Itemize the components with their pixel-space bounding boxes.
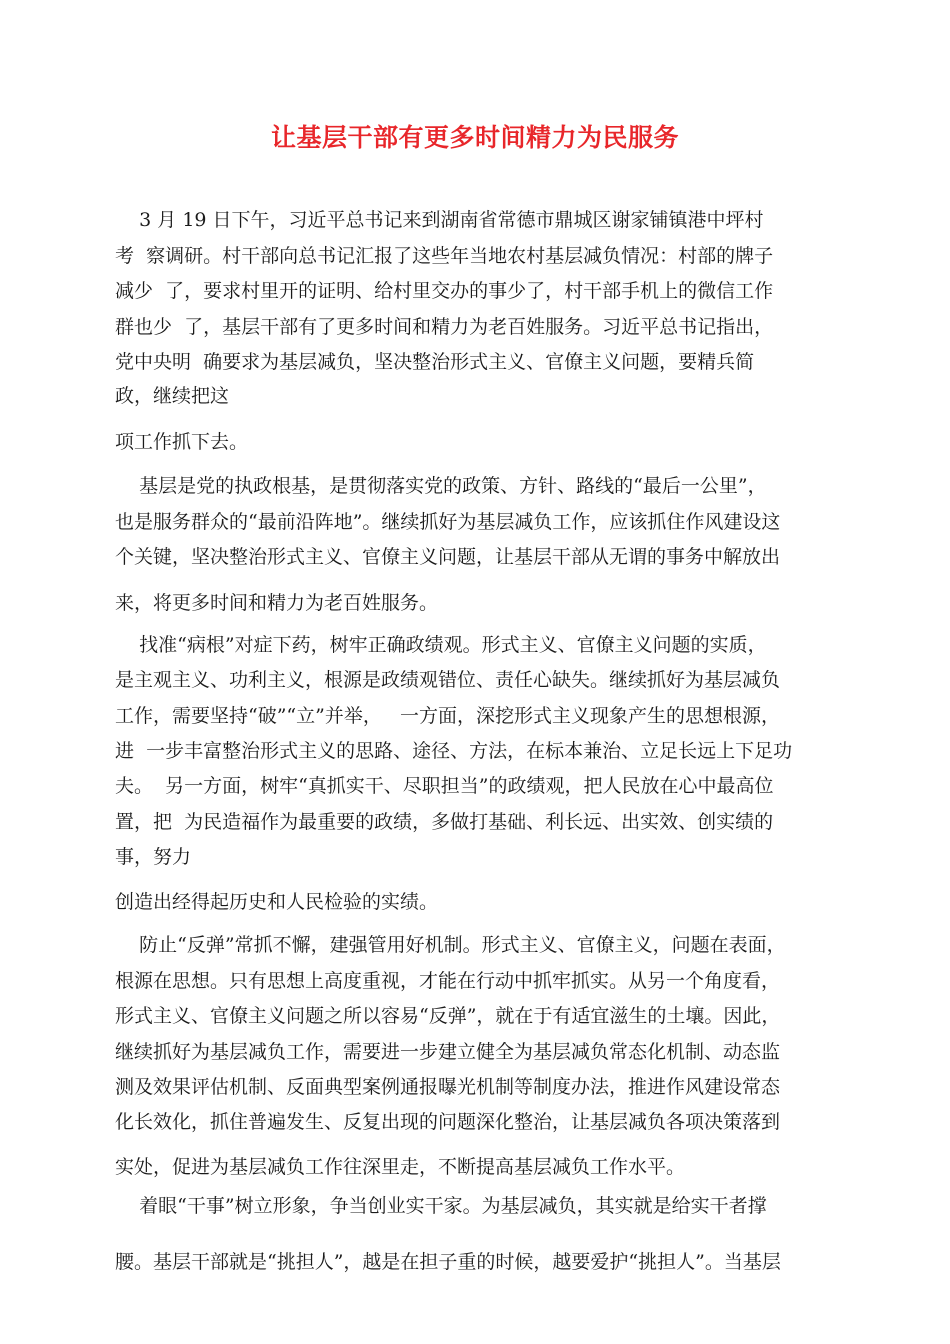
paragraph-line: 置，把 为民造福作为最重要的政绩，多做打基础、利长远、出实效、创实绩的	[115, 811, 774, 833]
paragraph-line: 政，继续把这	[115, 385, 230, 407]
paragraph-line: 来，将更多时间和精力为老百姓服务。	[115, 592, 439, 614]
paragraph-line: 测及效果评估机制、反面典型案例通报曝光机制等制度办法，推进作风建设常态	[115, 1076, 781, 1098]
paragraph-line: 化长效化，抓住普遍发生、反复出现的问题深化整治，让基层减负各项决策落到	[115, 1111, 781, 1133]
paragraph-line: 3 月 19 日下午，习近平总书记来到湖南省常德市鼎城区谢家铺镇港中坪村	[115, 209, 764, 231]
paragraph-line: 基层是党的执政根基，是贯彻落实党的政策、方针、路线的“最后一公里”，	[115, 475, 767, 497]
paragraph-line: 考 察调研。村干部向总书记汇报了这些年当地农村基层减负情况：村部的牌子	[115, 245, 774, 267]
paragraph-line: 个关键，坚决整治形式主义、官僚主义问题，让基层干部从无谓的事务中解放出	[115, 546, 781, 568]
paragraph-line: 夫。 另一方面，树牢“真抓实干、尽职担当”的政绩观，把人民放在心中最高位	[115, 775, 774, 797]
paragraph-line: 创造出经得起历史和人民检验的实绩。	[115, 891, 439, 913]
paragraph-line: 工作，需要坚持“破”“立”并举， 一方面，深挖形式主义现象产生的思想根源，	[115, 705, 780, 727]
paragraph-line: 减少 了，要求村里开的证明、给村里交办的事少了，村干部手机上的微信工作	[115, 280, 774, 302]
paragraph-line: 继续抓好为基层减负工作，需要进一步建立健全为基层减负常态化机制、动态监	[115, 1041, 781, 1063]
paragraph-line: 也是服务群众的“最前沿阵地”。继续抓好为基层减负工作，应该抓住作风建设这	[115, 511, 781, 533]
paragraph-line: 防止“反弹”常抓不懈，建强管用好机制。形式主义、官僚主义，问题在表面，	[115, 934, 786, 956]
paragraph-line: 着眼“干事”树立形象，争当创业实干家。为基层减负，其实就是给实干者撑	[115, 1195, 767, 1217]
paragraph-line: 实处，促进为基层减负工作往深里走，不断提高基层减负工作水平。	[115, 1156, 686, 1178]
paragraph-line: 找准“病根”对症下药，树牢正确政绩观。形式主义、官僚主义问题的实质，	[115, 634, 767, 656]
paragraph-line: 进 一步丰富整治形式主义的思路、途径、方法，在标本兼治、立足长远上下足功	[115, 740, 793, 762]
paragraph-line: 腰。基层干部就是“挑担人”，越是在担子重的时候，越要爱护“挑担人”。当基层	[115, 1251, 781, 1273]
paragraph-line: 党中央明 确要求为基层减负，坚决整治形式主义、官僚主义问题，要精兵简	[115, 351, 755, 373]
document-title: 让基层干部有更多时间精力为民服务	[270, 123, 679, 152]
paragraph-line: 是主观主义、功利主义，根源是政绩观错位、责任心缺失。继续抓好为基层减负	[115, 669, 781, 691]
paragraph-line: 根源在思想。只有思想上高度重视，才能在行动中抓牢抓实。从另一个角度看，	[115, 970, 781, 992]
paragraph-line: 形式主义、官僚主义问题之所以容易“反弹”，就在于有适宜滋生的土壤。因此，	[115, 1005, 781, 1027]
paragraph-line: 群也少 了，基层干部有了更多时间和精力为老百姓服务。习近平总书记指出，	[115, 316, 774, 338]
paragraph-line: 事，努力	[115, 846, 192, 868]
paragraph-line: 项工作抓下去。	[115, 431, 249, 453]
